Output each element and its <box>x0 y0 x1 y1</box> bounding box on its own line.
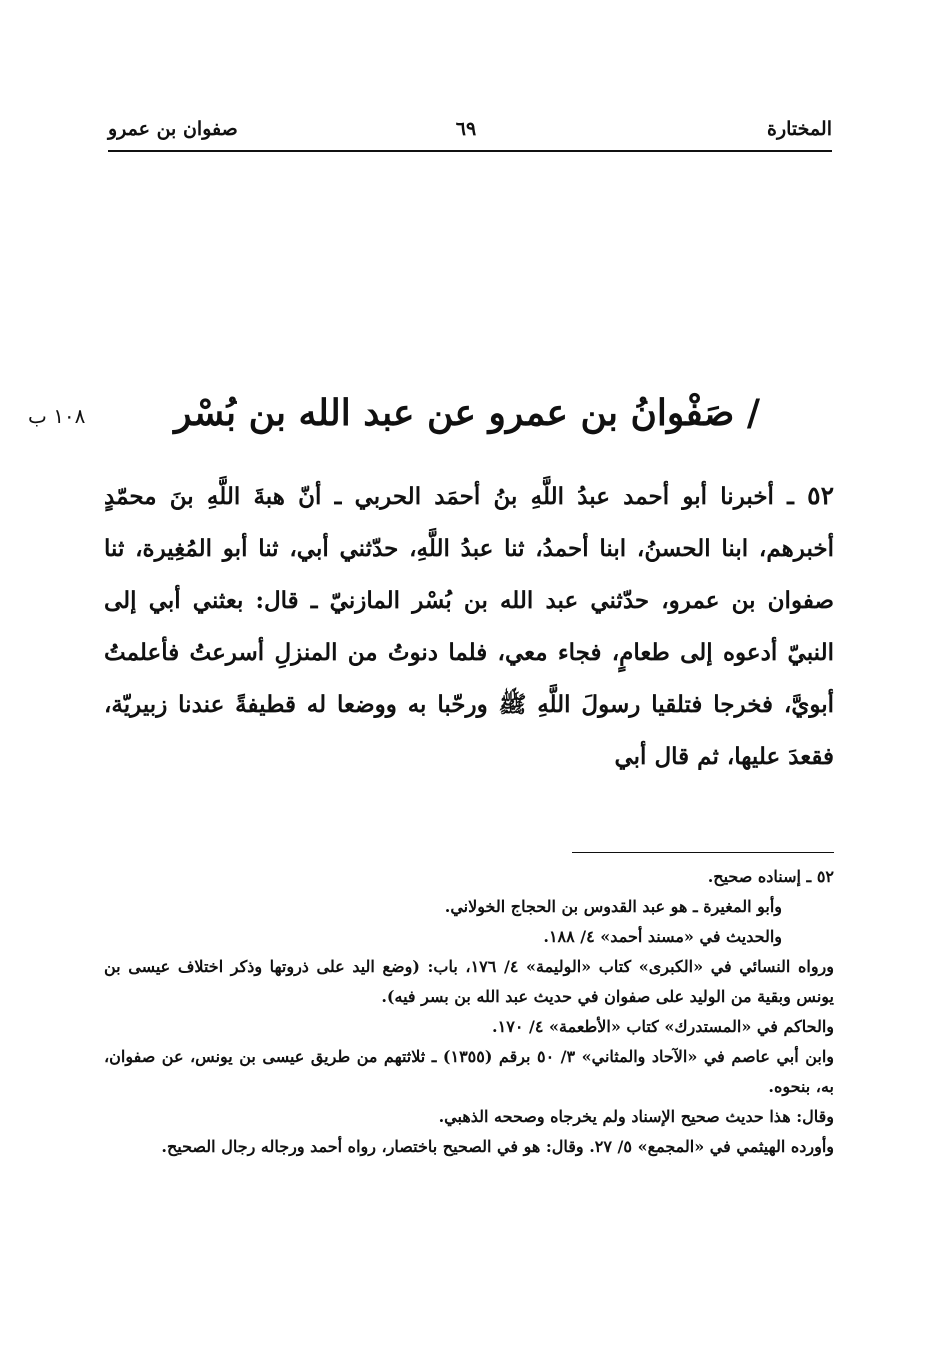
chapter-title-header: صفوان بن عمرو <box>108 118 238 140</box>
footnote-line: وأبو المغيرة ـ هو عبد القدوس بن الحجاج الخولاني. <box>444 897 782 916</box>
footnotes <box>104 862 834 1162</box>
footnote-line: والحاكم في «المستدرك» كتاب «الأطعمة» ٤/ ١٧٠. <box>492 1017 834 1036</box>
footnote-line: وابن أبي عاصم في «الآحاد والمثاني» ٣/ ٥٠ برقم (١٣٥٥) ـ ثلاثتهم من طريق عيسى بن يونس، عن صفوان، به، بنحوه. <box>104 1047 835 1096</box>
header-divider <box>108 150 832 152</box>
footnote-line: وأورده الهيثمي في «المجمع» ٥/ ٢٧. وقال: هو في الصحيح باختصار، رواه أحمد ورجاله رجال الصحيح. <box>161 1137 834 1156</box>
running-header <box>100 118 832 148</box>
footnote-line: وقال: هذا حديث صحيح الإسناد ولم يخرجاه وصححه الذهبي. <box>438 1107 834 1126</box>
page-number: ٦٩ <box>455 118 477 140</box>
footnote-divider <box>572 852 834 853</box>
book-title-header: المختارة <box>767 118 832 140</box>
footnote-line: ٥٢ ـ إسناده صحيح. <box>707 867 834 886</box>
hadith-body: ـ أخبرنا أبو أحمد عبدُ اللَّهِ بنُ أحمَد الحربي ـ أنّ هبةَ اللَّهِ بنَ محمّدٍ أخبرهم، ابنا الحسنُ، ابنا أحمدُ، ثنا عبدُ اللَّهِ، حدّثني أبي، ثنا أبو المُغِيرة، ثنا صفوان بن عمرو، حدّثني عبد الله بن بُسْر المازنيّ ـ قال: بعثني أبي إلى النبيّ أدعوه إلى طعامٍ، فجاء معي، فلما دنوتُ من المنزلِ أسرعتُ فأعلمتُ أبويَّ، فخرجا فتلقيا رسولَ اللَّهِ ﷺ ورحّبا به ووضعا له قطيفةً عندنا زبيريّة، فقعدَ عليها، ثم قال أبي <box>104 483 834 770</box>
hadith-number: ٥٢ <box>807 481 834 510</box>
section-title: / صَفْوانُ بن عمرو عن عبد الله بن بُسْر <box>174 392 760 434</box>
footnote-line: ورواه النسائي في «الكبرى» كتاب «الوليمة» ٤/ ١٧٦، باب: (وضع اليد على ذروتها وذكر اختلاف عيسى بن يونس وبقية من الوليد على صفوان في حديث عبد الله بن بسر فيه). <box>104 957 834 1006</box>
manuscript-folio-marker: ١٠٨ ب <box>28 404 86 428</box>
hadith-text <box>104 470 834 783</box>
footnote-line: والحديث في «مسند أحمد» ٤/ ١٨٨. <box>543 927 782 946</box>
